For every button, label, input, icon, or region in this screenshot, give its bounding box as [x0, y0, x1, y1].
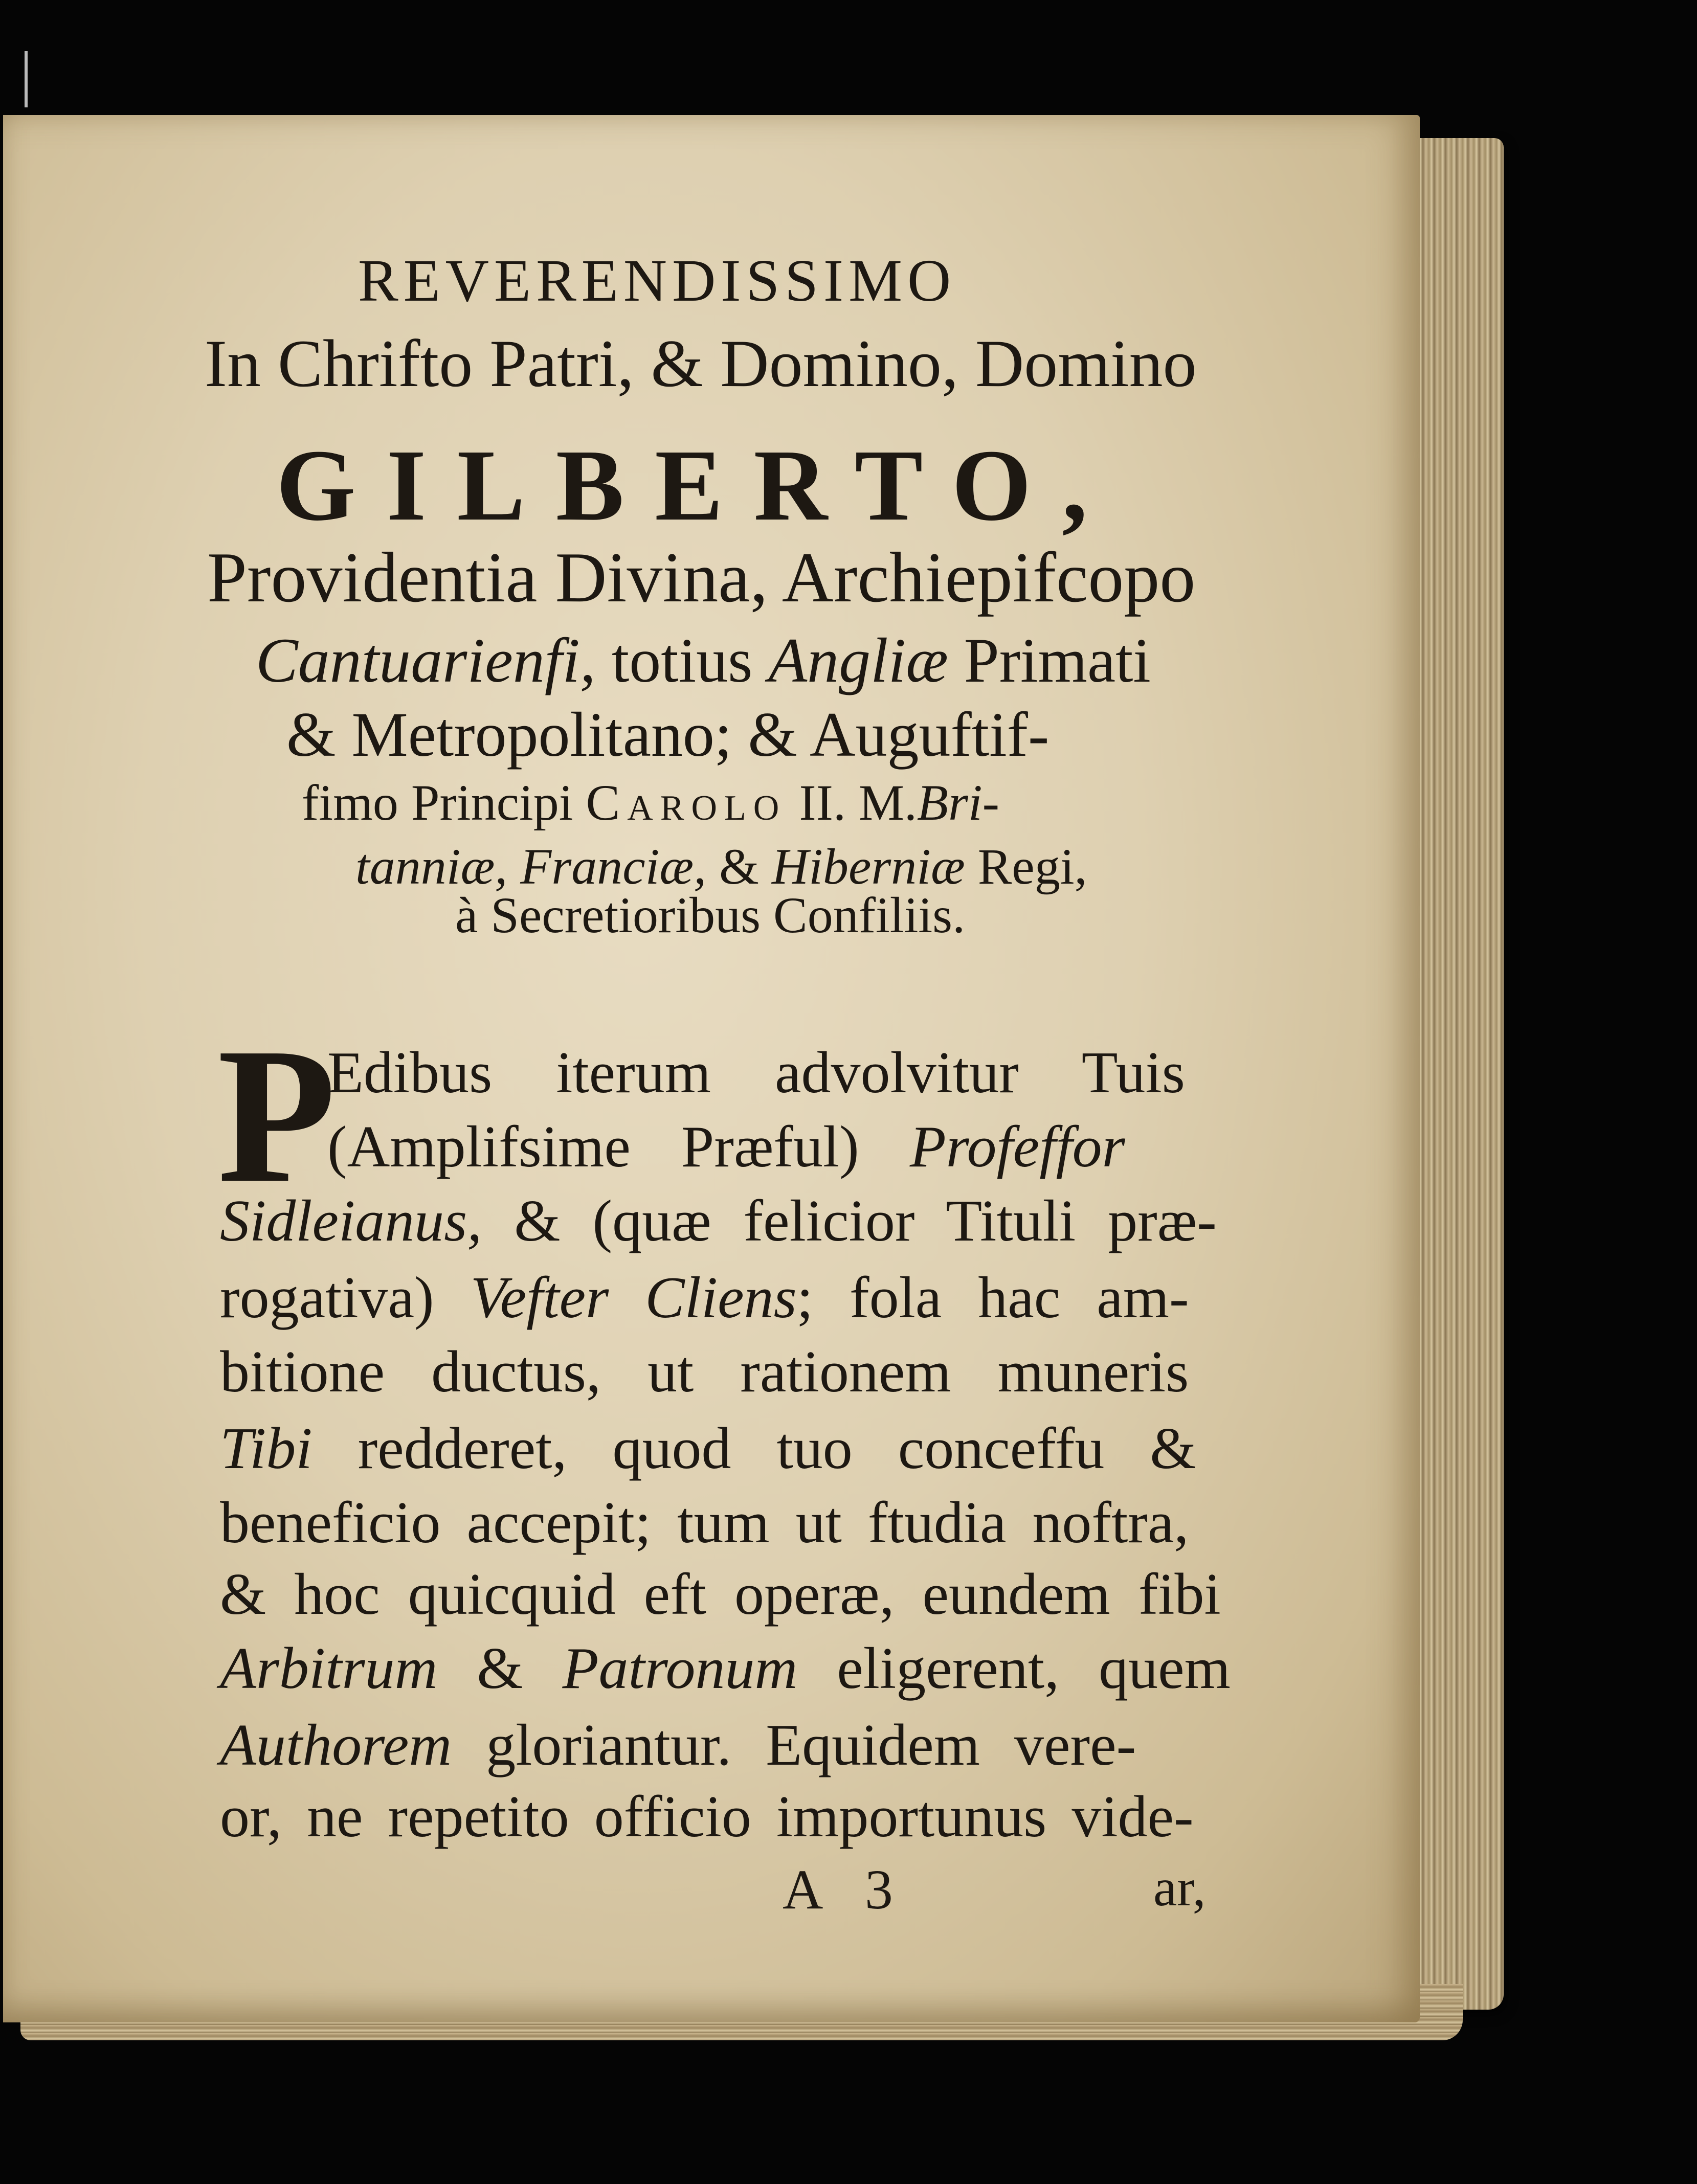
italic-text: Authorem: [220, 1713, 452, 1778]
italic-text: Sidleianus,: [220, 1188, 482, 1254]
body-line-9: [220, 1636, 1231, 1701]
dedication-line-2: In Chrifto Patri, & Domino, Domino: [205, 326, 1197, 401]
catchword: ar,: [1153, 1858, 1206, 1917]
roman-text: redderet, quod tuo conceffu &: [312, 1416, 1196, 1481]
body-line-7: beneficio accepit; tum ut ftudia noftra,: [220, 1490, 1189, 1556]
body-line-8: & hoc quicquid eft operæ, eundem fibi: [220, 1562, 1221, 1627]
signature-mark: A 3: [783, 1858, 908, 1921]
body-line-11: or, ne repetito officio importunus vide-: [220, 1784, 1194, 1850]
italic-text: Patronum: [562, 1636, 798, 1701]
italic-text: Hiberniæ: [771, 838, 965, 895]
italic-text: Bri-: [917, 774, 999, 831]
dedication-title: REVERENDISSIMO: [358, 247, 956, 314]
roman-text: Primati: [948, 625, 1151, 695]
roman-text: (Amplifsime Præful): [327, 1114, 910, 1180]
roman-text: totius: [595, 625, 769, 695]
body-line-5: bitione ductus, ut rationem muneris: [220, 1339, 1189, 1405]
roman-text: eligerent, quem: [797, 1636, 1231, 1701]
body-line-10: [220, 1713, 1136, 1778]
italic-text: Angliæ: [768, 625, 948, 695]
roman-text: II. M.: [786, 774, 917, 831]
roman-text: &: [437, 1636, 563, 1701]
body-line-2: [327, 1114, 1125, 1180]
roman-text: &: [706, 838, 772, 895]
body-line-1: Edibus iterum advolvitur Tuis: [327, 1040, 1185, 1106]
italic-text: Tibi: [220, 1416, 312, 1481]
italic-text: Arbitrum: [220, 1636, 438, 1701]
dedicatee-name: GILBERTO,: [276, 429, 1119, 542]
dedication-line-7: [302, 774, 999, 831]
drop-cap: P: [217, 1008, 337, 1223]
dedication-line-4: Providentia Divina, Archiepifcopo: [207, 538, 1196, 617]
italic-text: Cantuarienfi,: [256, 625, 596, 695]
dedication-line-8: [355, 838, 1087, 895]
italic-text: Vefter Cliens: [470, 1265, 797, 1331]
edge-mark: [25, 51, 28, 107]
body-line-3: [220, 1188, 1217, 1254]
small-caps-text: Carolo: [586, 774, 787, 831]
dedication-line-9: à Secretioribus Confiliis.: [455, 887, 966, 943]
italic-text: Profeffor: [909, 1114, 1125, 1180]
italic-text: tanniæ, Franciæ,: [355, 838, 707, 895]
roman-text: Regi,: [965, 838, 1087, 895]
body-line-4: [220, 1265, 1189, 1331]
roman-text: & (quæ felicior Tituli præ-: [482, 1188, 1217, 1254]
roman-text: fimo Principi: [302, 774, 586, 831]
body-line-6: [220, 1416, 1196, 1481]
roman-text: ; fola hac am-: [796, 1265, 1189, 1331]
roman-text: rogativa): [220, 1265, 471, 1331]
dedication-line-6: & Metropolitano; & Auguftif-: [286, 700, 1050, 770]
dedication-line-5: [256, 625, 1151, 695]
roman-text: gloriantur. Equidem vere-: [452, 1713, 1136, 1778]
